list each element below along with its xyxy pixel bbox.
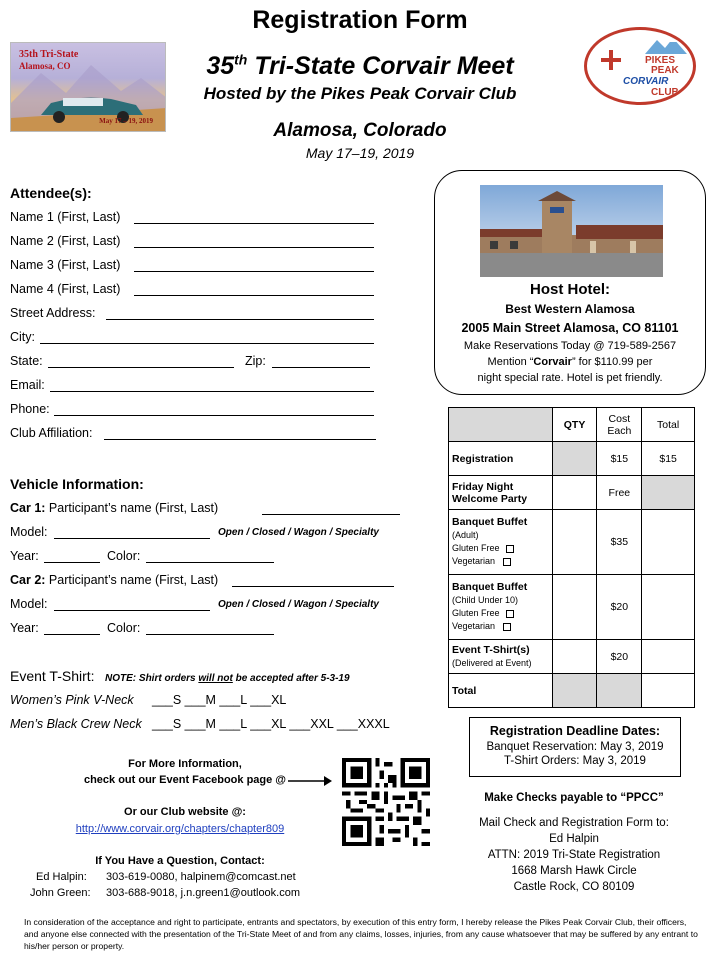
womens-shirt-label: Women’s Pink V-Neck bbox=[10, 693, 134, 707]
car-2-model-options: Open / Closed / Wagon / Specialty bbox=[218, 599, 379, 610]
checks-payable: Make Checks payable to “PPCC” bbox=[484, 792, 664, 804]
registration-total: $15 bbox=[642, 442, 695, 476]
hotel-rate-line: Mention “Corvair” for $110.99 per bbox=[487, 356, 653, 368]
mail-line-2: Ed Halpin bbox=[549, 833, 599, 845]
cost-table bbox=[448, 407, 695, 708]
mail-line-3: ATTN: 2019 Tri-State Registration bbox=[487, 849, 661, 861]
banquet-adult-label: Banquet Buffet bbox=[452, 516, 528, 528]
more-info-line-1: For More Information, bbox=[128, 758, 242, 770]
car-1-model-options: Open / Closed / Wagon / Specialty bbox=[218, 527, 379, 538]
club-logo: PIKES PEAK CORVAIR CLUB bbox=[584, 27, 696, 105]
hotel-building-icon bbox=[480, 185, 663, 277]
name-1-field[interactable] bbox=[134, 223, 374, 224]
city-label: City: bbox=[10, 330, 35, 344]
banquet-adult-veg-label: Vegetarian bbox=[452, 556, 496, 566]
name-3-label: Name 3 (First, Last) bbox=[10, 258, 121, 272]
banquet-child-qty[interactable] bbox=[552, 575, 597, 640]
mail-line-1: Mail Check and Registration Form to: bbox=[479, 817, 669, 829]
host-hotel-panel bbox=[434, 170, 706, 395]
tshirt-item-label: Event T-Shirt(s) bbox=[452, 643, 530, 656]
friday-party-cost: Free bbox=[597, 476, 642, 510]
car-1-color-label: Color: bbox=[107, 549, 141, 563]
tshirt-item-sub: (Delivered at Event) bbox=[452, 657, 532, 668]
banquet-deadline: Banquet Reservation: May 3, 2019 bbox=[486, 741, 664, 753]
contact-heading: If You Have a Question, Contact: bbox=[95, 855, 265, 867]
table-row bbox=[449, 575, 695, 640]
club-field[interactable] bbox=[104, 439, 376, 440]
banquet-adult-cost: $35 bbox=[597, 510, 642, 575]
car-1-participant-field[interactable] bbox=[262, 514, 400, 515]
tshirt-total[interactable] bbox=[642, 640, 695, 674]
mail-line-5: Castle Rock, CO 80109 bbox=[513, 881, 635, 893]
street-label: Street Address: bbox=[10, 306, 96, 320]
zip-label: Zip: bbox=[245, 354, 266, 368]
event-banner-image: 35th Tri-State Alamosa, CO May 17 – 19, 2019 bbox=[10, 42, 166, 132]
banquet-child-gluten-label: Gluten Free bbox=[452, 608, 500, 618]
banquet-child-label: Banquet Buffet bbox=[452, 581, 528, 593]
banquet-adult-gluten-checkbox[interactable] bbox=[506, 545, 514, 553]
qty-header: QTY bbox=[552, 408, 597, 442]
car-2-year-label: Year: bbox=[10, 621, 39, 635]
tshirt-heading: Event T-Shirt bbox=[10, 668, 91, 684]
form-title: Registration Form bbox=[252, 6, 468, 34]
tshirt-cost: $20 bbox=[597, 640, 642, 674]
city-field[interactable] bbox=[40, 343, 374, 344]
arrow-right-icon bbox=[288, 774, 332, 788]
attendees-heading: Attendee(s): bbox=[10, 185, 92, 201]
table-row bbox=[449, 674, 695, 708]
vehicle-heading: Vehicle Information: bbox=[10, 476, 144, 492]
car-1-color-field[interactable] bbox=[146, 562, 274, 563]
banquet-child-total[interactable] bbox=[642, 575, 695, 640]
grand-total-value[interactable] bbox=[642, 674, 695, 708]
car-1-model-field[interactable] bbox=[54, 538, 210, 539]
car-2-participant-field[interactable] bbox=[232, 586, 394, 587]
liability-disclaimer: In consideration of the acceptance and right to participate, entrants and spectators, by execution of this entry form, I hereby release the Pikes Peak Corvair Club, their officers, and anyone else connected with the presentation of the Tri-State Meet of and from any claims, losses, injuries, from any cause whatsoever that may be suffered by any entrant to his/her person or property. bbox=[24, 917, 698, 951]
car-1-year-field[interactable] bbox=[44, 562, 100, 563]
contact-2-name: John Green: bbox=[30, 887, 91, 899]
phone-label: Phone: bbox=[10, 402, 50, 416]
hosted-by: Hosted by the Pikes Peak Corvair Club bbox=[203, 84, 517, 103]
name-4-label: Name 4 (First, Last) bbox=[10, 282, 121, 296]
event-city: Alamosa, Colorado bbox=[273, 120, 447, 141]
more-info-line-2: check out our Event Facebook page @ bbox=[83, 774, 287, 786]
banquet-adult-sub: (Adult) bbox=[452, 530, 479, 540]
meet-title: 35th Tri-State Corvair Meet bbox=[206, 51, 514, 80]
registration-cost: $15 bbox=[597, 442, 642, 476]
table-row bbox=[449, 510, 695, 575]
grand-total-label: Total bbox=[452, 684, 477, 697]
car-2-model-label: Model: bbox=[10, 597, 48, 611]
banquet-child-veg-checkbox[interactable] bbox=[503, 623, 511, 631]
name-3-field[interactable] bbox=[134, 271, 374, 272]
contact-1-name: Ed Halpin: bbox=[36, 871, 87, 883]
car-1-year-label: Year: bbox=[10, 549, 39, 563]
car-1-model-label: Model: bbox=[10, 525, 48, 539]
car-1-participant-label: Car 1: Participant’s name (First, Last) bbox=[10, 501, 219, 515]
tshirt-qty[interactable] bbox=[552, 640, 597, 674]
car-2-year-field[interactable] bbox=[44, 634, 100, 635]
banquet-child-gluten-checkbox[interactable] bbox=[506, 610, 514, 618]
table-header-row bbox=[449, 408, 695, 442]
mens-shirt-label: Men’s Black Crew Neck bbox=[10, 717, 142, 731]
registration-qty bbox=[552, 442, 597, 476]
qr-code-icon[interactable] bbox=[342, 758, 430, 846]
club-website-link[interactable]: http://www.corvair.org/chapters/chapter809 bbox=[75, 823, 285, 835]
banquet-child-sub: (Child Under 10) bbox=[452, 595, 519, 605]
event-dates: May 17–19, 2019 bbox=[305, 145, 415, 161]
tshirt-heading-row: Event T-Shirt: NOTE: Shirt orders will not be accepted after 5-3-19 bbox=[10, 668, 350, 684]
banquet-adult-total[interactable] bbox=[642, 510, 695, 575]
mail-line-4: 1668 Marsh Hawk Circle bbox=[511, 865, 637, 877]
banquet-child-veg-label: Vegetarian bbox=[452, 621, 496, 631]
car-2-color-field[interactable] bbox=[146, 634, 274, 635]
email-field[interactable] bbox=[50, 391, 374, 392]
deadline-heading: Registration Deadline Dates: bbox=[489, 724, 661, 738]
hotel-photo bbox=[480, 185, 663, 277]
car-2-participant-label: Car 2: Participant’s name (First, Last) bbox=[10, 573, 219, 587]
hotel-address: 2005 Main Street Alamosa, CO 81101 bbox=[461, 321, 679, 335]
tshirt-note: NOTE: Shirt orders will not be accepted after 5-3-19 bbox=[105, 673, 350, 684]
banquet-child-cost: $20 bbox=[597, 575, 642, 640]
table-row bbox=[449, 476, 695, 510]
hotel-name: Best Western Alamosa bbox=[505, 302, 635, 316]
banquet-adult-veg-checkbox[interactable] bbox=[503, 558, 511, 566]
banquet-adult-qty[interactable] bbox=[552, 510, 597, 575]
hotel-pet-line: night special rate. Hotel is pet friendly. bbox=[477, 372, 663, 384]
name-1-label: Name 1 (First, Last) bbox=[10, 210, 121, 224]
zip-field[interactable] bbox=[272, 367, 370, 368]
state-field[interactable] bbox=[48, 367, 234, 368]
deadline-box bbox=[469, 717, 681, 777]
friday-party-label: Friday Night Welcome Party bbox=[452, 480, 528, 505]
friday-party-total bbox=[642, 476, 695, 510]
cost-header: Cost Each bbox=[597, 408, 642, 442]
contact-1-detail: 303-619-0080, halpinem@comcast.net bbox=[106, 871, 296, 883]
mountain-logo-icon bbox=[587, 30, 696, 105]
tshirt-deadline: T-Shirt Orders: May 3, 2019 bbox=[504, 755, 646, 767]
club-site-label: Or our Club website @: bbox=[124, 806, 246, 818]
phone-field[interactable] bbox=[54, 415, 374, 416]
banquet-adult-gluten-label: Gluten Free bbox=[452, 543, 500, 553]
state-label: State: bbox=[10, 354, 43, 368]
registration-label: Registration bbox=[452, 452, 514, 465]
name-2-field[interactable] bbox=[134, 247, 374, 248]
table-row bbox=[449, 640, 695, 674]
car-2-model-field[interactable] bbox=[54, 610, 210, 611]
table-row bbox=[449, 442, 695, 476]
club-label: Club Affiliation: bbox=[10, 426, 93, 440]
street-field[interactable] bbox=[106, 319, 374, 320]
email-label: Email: bbox=[10, 378, 45, 392]
total-header: Total bbox=[642, 408, 695, 442]
friday-party-qty[interactable] bbox=[552, 476, 597, 510]
contact-2-detail: 303-688-9018, j.n.green1@outlook.com bbox=[106, 887, 301, 899]
mens-shirt-sizes[interactable]: ___S ___M ___L ___XL ___XXL ___XXXL bbox=[152, 717, 390, 731]
womens-shirt-sizes[interactable]: ___S ___M ___L ___XL bbox=[152, 693, 287, 707]
host-hotel-heading: Host Hotel: bbox=[530, 281, 610, 298]
hotel-reservation-line: Make Reservations Today @ 719-589-2567 bbox=[463, 340, 677, 352]
name-2-label: Name 2 (First, Last) bbox=[10, 234, 121, 248]
car-2-color-label: Color: bbox=[107, 621, 141, 635]
name-4-field[interactable] bbox=[134, 295, 374, 296]
